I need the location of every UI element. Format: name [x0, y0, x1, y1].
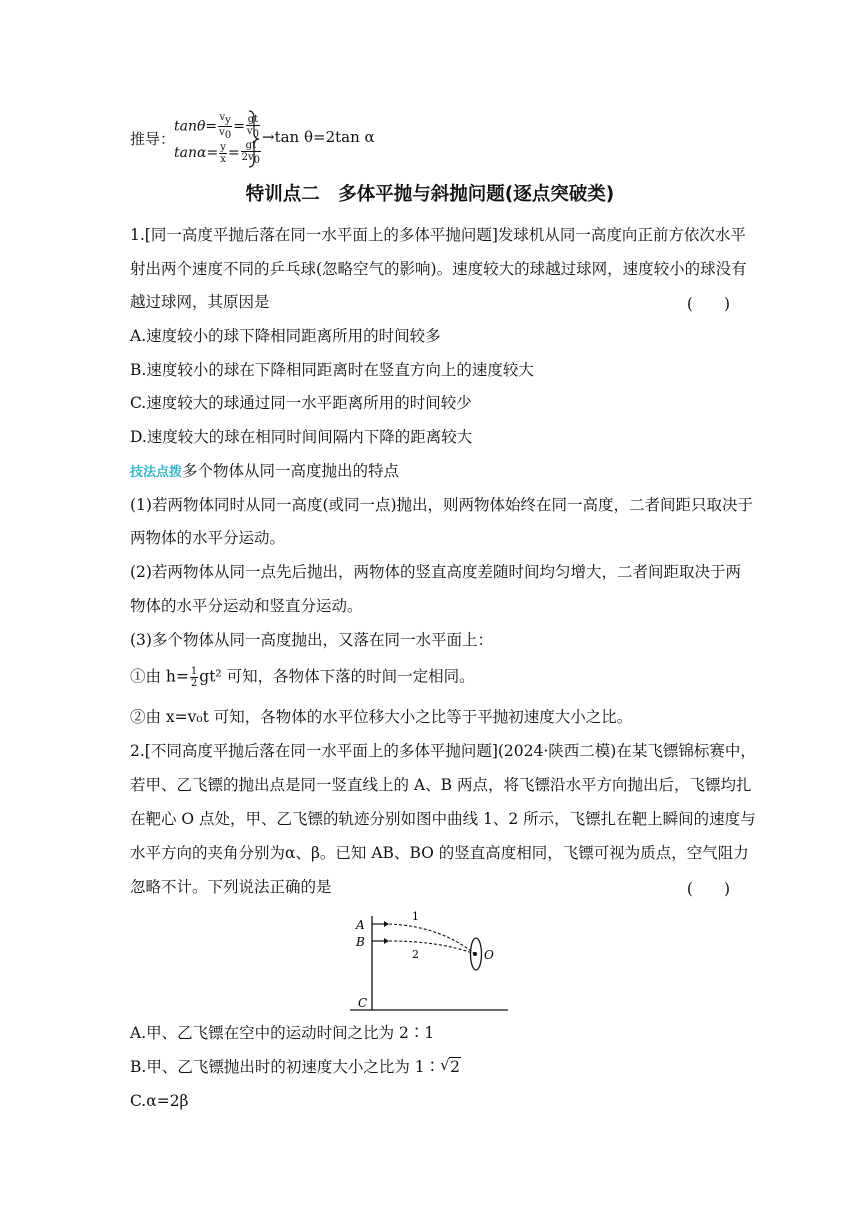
tips-p1-line-1: (1)若两物体同时从同一高度(或同一点)抛出，则两物体始终在同一高度，二者间距只取决于 [130, 496, 754, 514]
q2-line-2: 若甲、乙飞镖的抛出点是同一竖直线上的 A、B 两点，将飞镖沿水平方向抛出后，飞镖均扎 [130, 776, 752, 794]
tips-p4: ①由 h= $\frac{1}{2}$ gt² 可知，各物体下落的时间一定相同。 [130, 666, 475, 689]
q2-answer-blank: ( ) [686, 880, 730, 898]
tips-p2-line-2: 物体的水平分运动和竖直分运动。 [130, 597, 363, 615]
one-half-fraction: $\frac{1}{2}$ [190, 666, 198, 689]
label-c: C [358, 996, 368, 1010]
right-brace-icon [248, 110, 260, 168]
q1-option-a: A.速度较小的球下降相同距离所用的时间较多 [130, 327, 441, 345]
trajectory-1 [389, 924, 475, 954]
q1-option-c: C.速度较大的球通过同一水平距离所用的时间较少 [130, 394, 472, 412]
q1-line-1: 1.[同一高度平抛后落在同一水平面上的多体平抛问题]发球机从同一高度向正前方依次水平 [130, 226, 746, 244]
vy-over-v0-fraction: $\frac{v_y}{v_0}$ [219, 112, 232, 141]
tan-alpha-text: tanα= [174, 145, 219, 161]
q1-answer-blank: ( ) [686, 295, 730, 313]
y-over-x-fraction: $\frac{y}{x}$ [220, 141, 226, 165]
q2-line-1: 2.[不同高度平抛后落在同一水平面上的多体平抛问题](2024·陕西二模)在某飞镖锦标赛中， [130, 742, 756, 760]
label-b: B [356, 935, 365, 949]
derivation-result: →tan θ=2tan α [262, 128, 375, 146]
label-curve-1: 1 [412, 910, 419, 923]
tan-theta-text: tanθ= [174, 118, 218, 135]
q1-line-2: 射出两个速度不同的乒乓球(忽略空气的影响)。速度较大的球越过球网，速度较小的球没有 [130, 260, 747, 278]
trajectory-2 [389, 941, 475, 954]
gt-over-2v0-fraction: $\frac{gt}{2v_0}$ [241, 140, 260, 166]
tips-p2-line-1: (2)若两物体从同一点先后抛出，两物体的竖直高度差随时间均匀增大，二者间距取决于两 [130, 563, 741, 581]
tips-title: 多个物体从同一高度抛出的特点 [182, 462, 400, 480]
label-o: O [484, 948, 494, 962]
tan-alpha-row: tanα= $\frac{y}{x}$ = $\frac{gt}{2v_0}$ [174, 140, 260, 166]
tips-p1-line-2: 两物体的水平分运动。 [130, 529, 286, 547]
arrow-a-icon [384, 921, 389, 927]
derivation-label: 推导： [130, 130, 176, 148]
target-center-dot [473, 952, 477, 956]
section-title: 特训点二 多体平抛与斜抛问题(逐点突破类) [245, 184, 615, 205]
tips-header [130, 461, 730, 483]
tips-p3: (3)多个物体从同一高度抛出，又落在同一水平面上： [130, 631, 493, 649]
q2-line-4: 水平方向的夹角分别为α、β。已知 AB、BO 的竖直高度相同，飞镖可视为质点，空气阻力 [130, 844, 749, 862]
gt-over-v0-fraction: $\frac{gt}{v_0}$ [246, 113, 259, 140]
q2-option-b: B.甲、乙飞镖抛出时的初速度大小之比为 1∶ √ 2 [130, 1056, 460, 1076]
q1-line-3: 越过球网，其原因是 [130, 293, 270, 311]
q2-option-c: C.α=2β [130, 1092, 189, 1110]
q2-line-3: 在靶心 O 点处，甲、乙飞镖的轨迹分别如图中曲线 1、2 所示，飞镖扎在靶上瞬间的速度与 [130, 810, 756, 828]
sqrt-two: √ 2 [440, 1056, 460, 1076]
derivation-block [130, 108, 430, 168]
tips-tag: 技法点拨 [130, 465, 183, 480]
q1-option-b: B.速度较小的球在下降相同距离时在竖直方向上的速度较大 [130, 361, 534, 379]
tan-theta-row: tanθ= $\frac{v_y}{v_0}$ = $\frac{gt}{v_0}$ [174, 112, 259, 141]
arrow-b-icon [384, 938, 389, 944]
tips-p5: ②由 x=v₀t 可知，各物体的水平位移大小之比等于平抛初速度大小之比。 [130, 708, 633, 726]
label-curve-2: 2 [412, 948, 419, 961]
q2-option-a: A.甲、乙飞镖在空中的运动时间之比为 2∶1 [130, 1024, 435, 1042]
q1-option-d: D.速度较大的球在相同时间间隔内下降的距离较大 [130, 428, 473, 446]
label-a: A [356, 918, 365, 932]
q2-line-5: 忽略不计。下列说法正确的是 [130, 878, 332, 896]
dart-trajectory-figure [350, 908, 510, 1018]
